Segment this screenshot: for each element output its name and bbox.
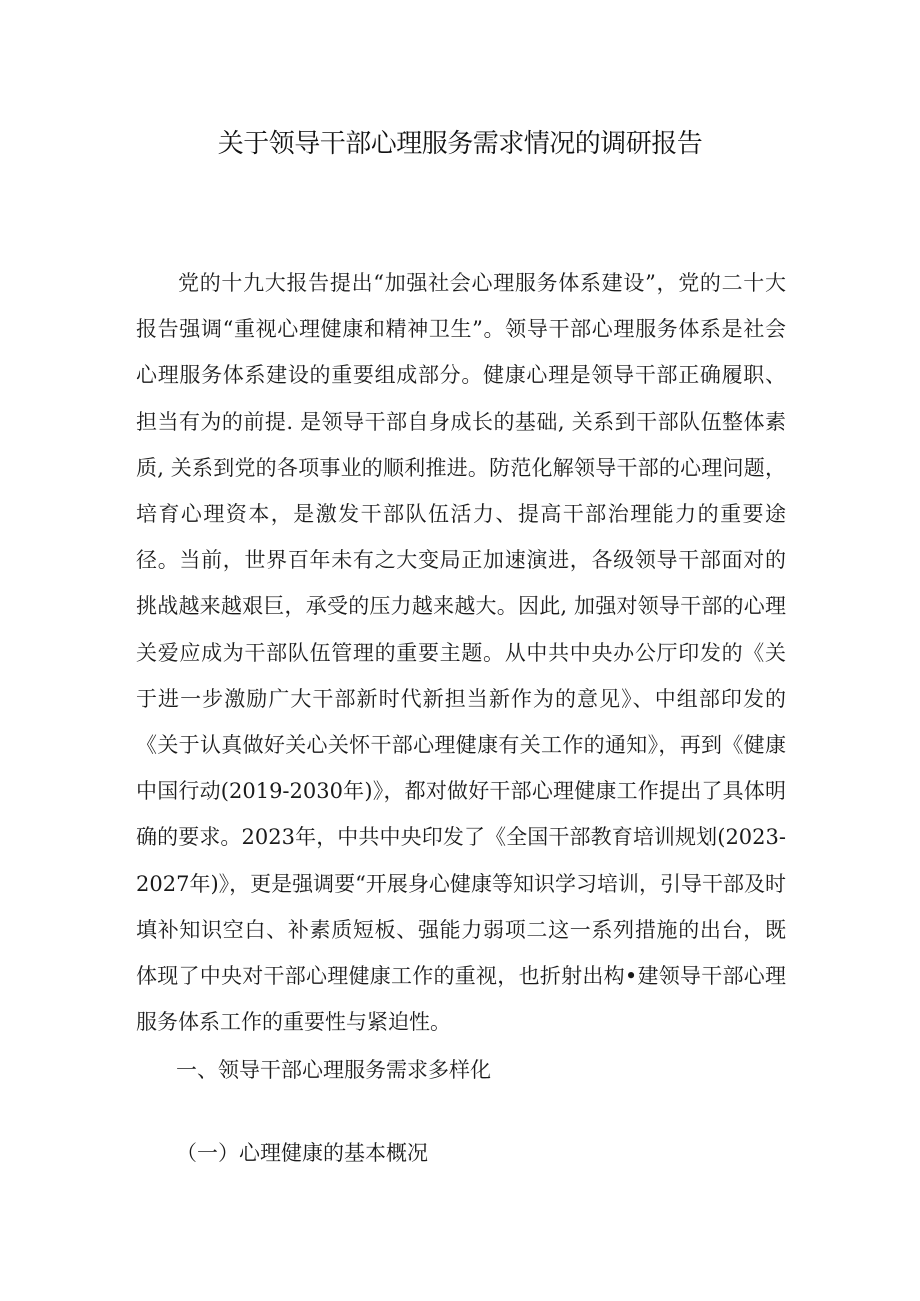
- subsection-heading: （一）心理健康的基本概况: [176, 1141, 428, 1165]
- document-title: 关于领导干部心理服务需求情况的调研报告: [217, 129, 703, 159]
- intro-paragraph: 党的十九大报告提出“加强社会心理服务体系建设”，党的二十大报告强调“重视心理健康和精神卫生”。领导干部心理服务体系是社会心理服务体系建设的重要组成部分。健康心理是领导干部正确履职、担当有为的前提. 是领导干部自身成长的基础, 关系到干部队伍整体素质, 关系到党的各项事业的顺利推进。防范化解领导干部的心理问题，培育心理资本，是激发干部队伍活力、提高干部治理能力的重要途径。当前，世界百年未有之大变局正加速演进，各级领导干部面对的挑战越来越艰巨，承受的压力越来越大。因此, 加强对领导干部的心理关爱应成为干部队伍管理的重要主题。从中共中央办公厅印发的《关于进一步激励广大干部新时代新担当新作为的意见》、中组部印发的《关于认真做好关心关怀干部心理健康有关工作的通知》，再到《健康中国行动(2019-2030年)》，都对做好干部心理健康工作提出了具体明确的要求。2023年，中共中央印发了《全国干部教育培训规划(2023-2027年)》，更是强调要“开展身心健康等知识学习培训，引导干部及时填补知识空白、补素质短板、强能力弱项二这一系列措施的出台，既体现了中央对干部心理健康工作的重视，也折射出构•建领导干部心理服务体系工作的重要性与紧迫性。: [136, 271, 786, 1035]
- section-heading: 一、领导干部心理服务需求多样化: [176, 1058, 491, 1082]
